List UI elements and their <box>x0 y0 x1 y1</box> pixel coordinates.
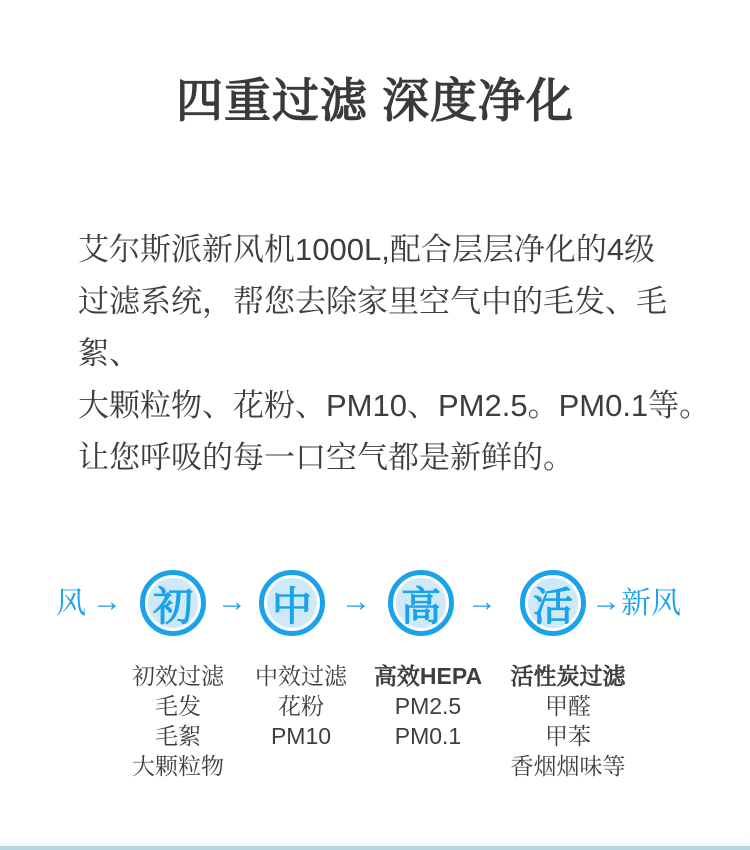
filter-column-header: 高效HEPA <box>373 663 483 689</box>
arrow-right-icon: → <box>92 585 122 618</box>
stage-badge-carbon-filter <box>520 570 586 636</box>
filter-column-item: PM2.5 <box>394 693 462 719</box>
arrow-right-icon: → <box>591 585 621 618</box>
filter-column-item: 大颗粒物 <box>132 753 224 779</box>
arrow-right-icon: → <box>217 585 247 618</box>
stage-badge-glyph: 活 <box>533 584 573 629</box>
stage-badge-medium-filter <box>259 570 325 636</box>
description-line: 大颗粒物、花粉、PM10、PM2.5。PM0.1等。 <box>78 388 711 423</box>
inlet-air-label: 风 <box>56 587 86 620</box>
filter-column-item: 香烟烟味等 <box>510 753 626 779</box>
stage-badge-primary-filter <box>140 570 206 636</box>
filter-column-item: 甲苯 <box>545 723 591 749</box>
filter-column-item: 甲醛 <box>545 693 591 719</box>
filter-column-item: PM0.1 <box>394 723 462 749</box>
next-section-edge <box>0 838 750 850</box>
arrow-right-icon: → <box>341 585 371 618</box>
filter-column-header: 中效过滤 <box>255 663 347 689</box>
page-title: 四重过滤 深度净化 <box>175 74 575 127</box>
filter-column-carbon <box>483 661 653 781</box>
stage-badge-glyph: 高 <box>401 584 441 629</box>
stage-badge-glyph: 初 <box>153 584 193 629</box>
filter-column-item: 花粉 <box>278 693 324 719</box>
filter-column-item: PM10 <box>270 723 332 749</box>
filter-column-item: 毛发 <box>155 693 201 719</box>
filter-column-header: 活性炭过滤 <box>510 663 626 689</box>
arrow-right-icon: → <box>467 585 497 618</box>
description-line: 让您呼吸的每一口空气都是新鲜的。 <box>78 440 574 475</box>
description <box>78 224 716 484</box>
stage-badge-glyph: 中 <box>272 584 312 629</box>
next-section-divider <box>0 846 750 850</box>
filter-column-header: 初效过滤 <box>132 663 224 689</box>
filter-column-item: 毛絮 <box>155 723 201 749</box>
description-line: 艾尔斯派新风机1000L,配合层层净化的4级 <box>78 232 656 267</box>
description-line: 过滤系统，帮您去除家里空气中的毛发、毛絮、 <box>78 284 667 371</box>
outlet-air-label: 新风 <box>621 587 681 620</box>
stage-badge-hepa-filter <box>388 570 454 636</box>
